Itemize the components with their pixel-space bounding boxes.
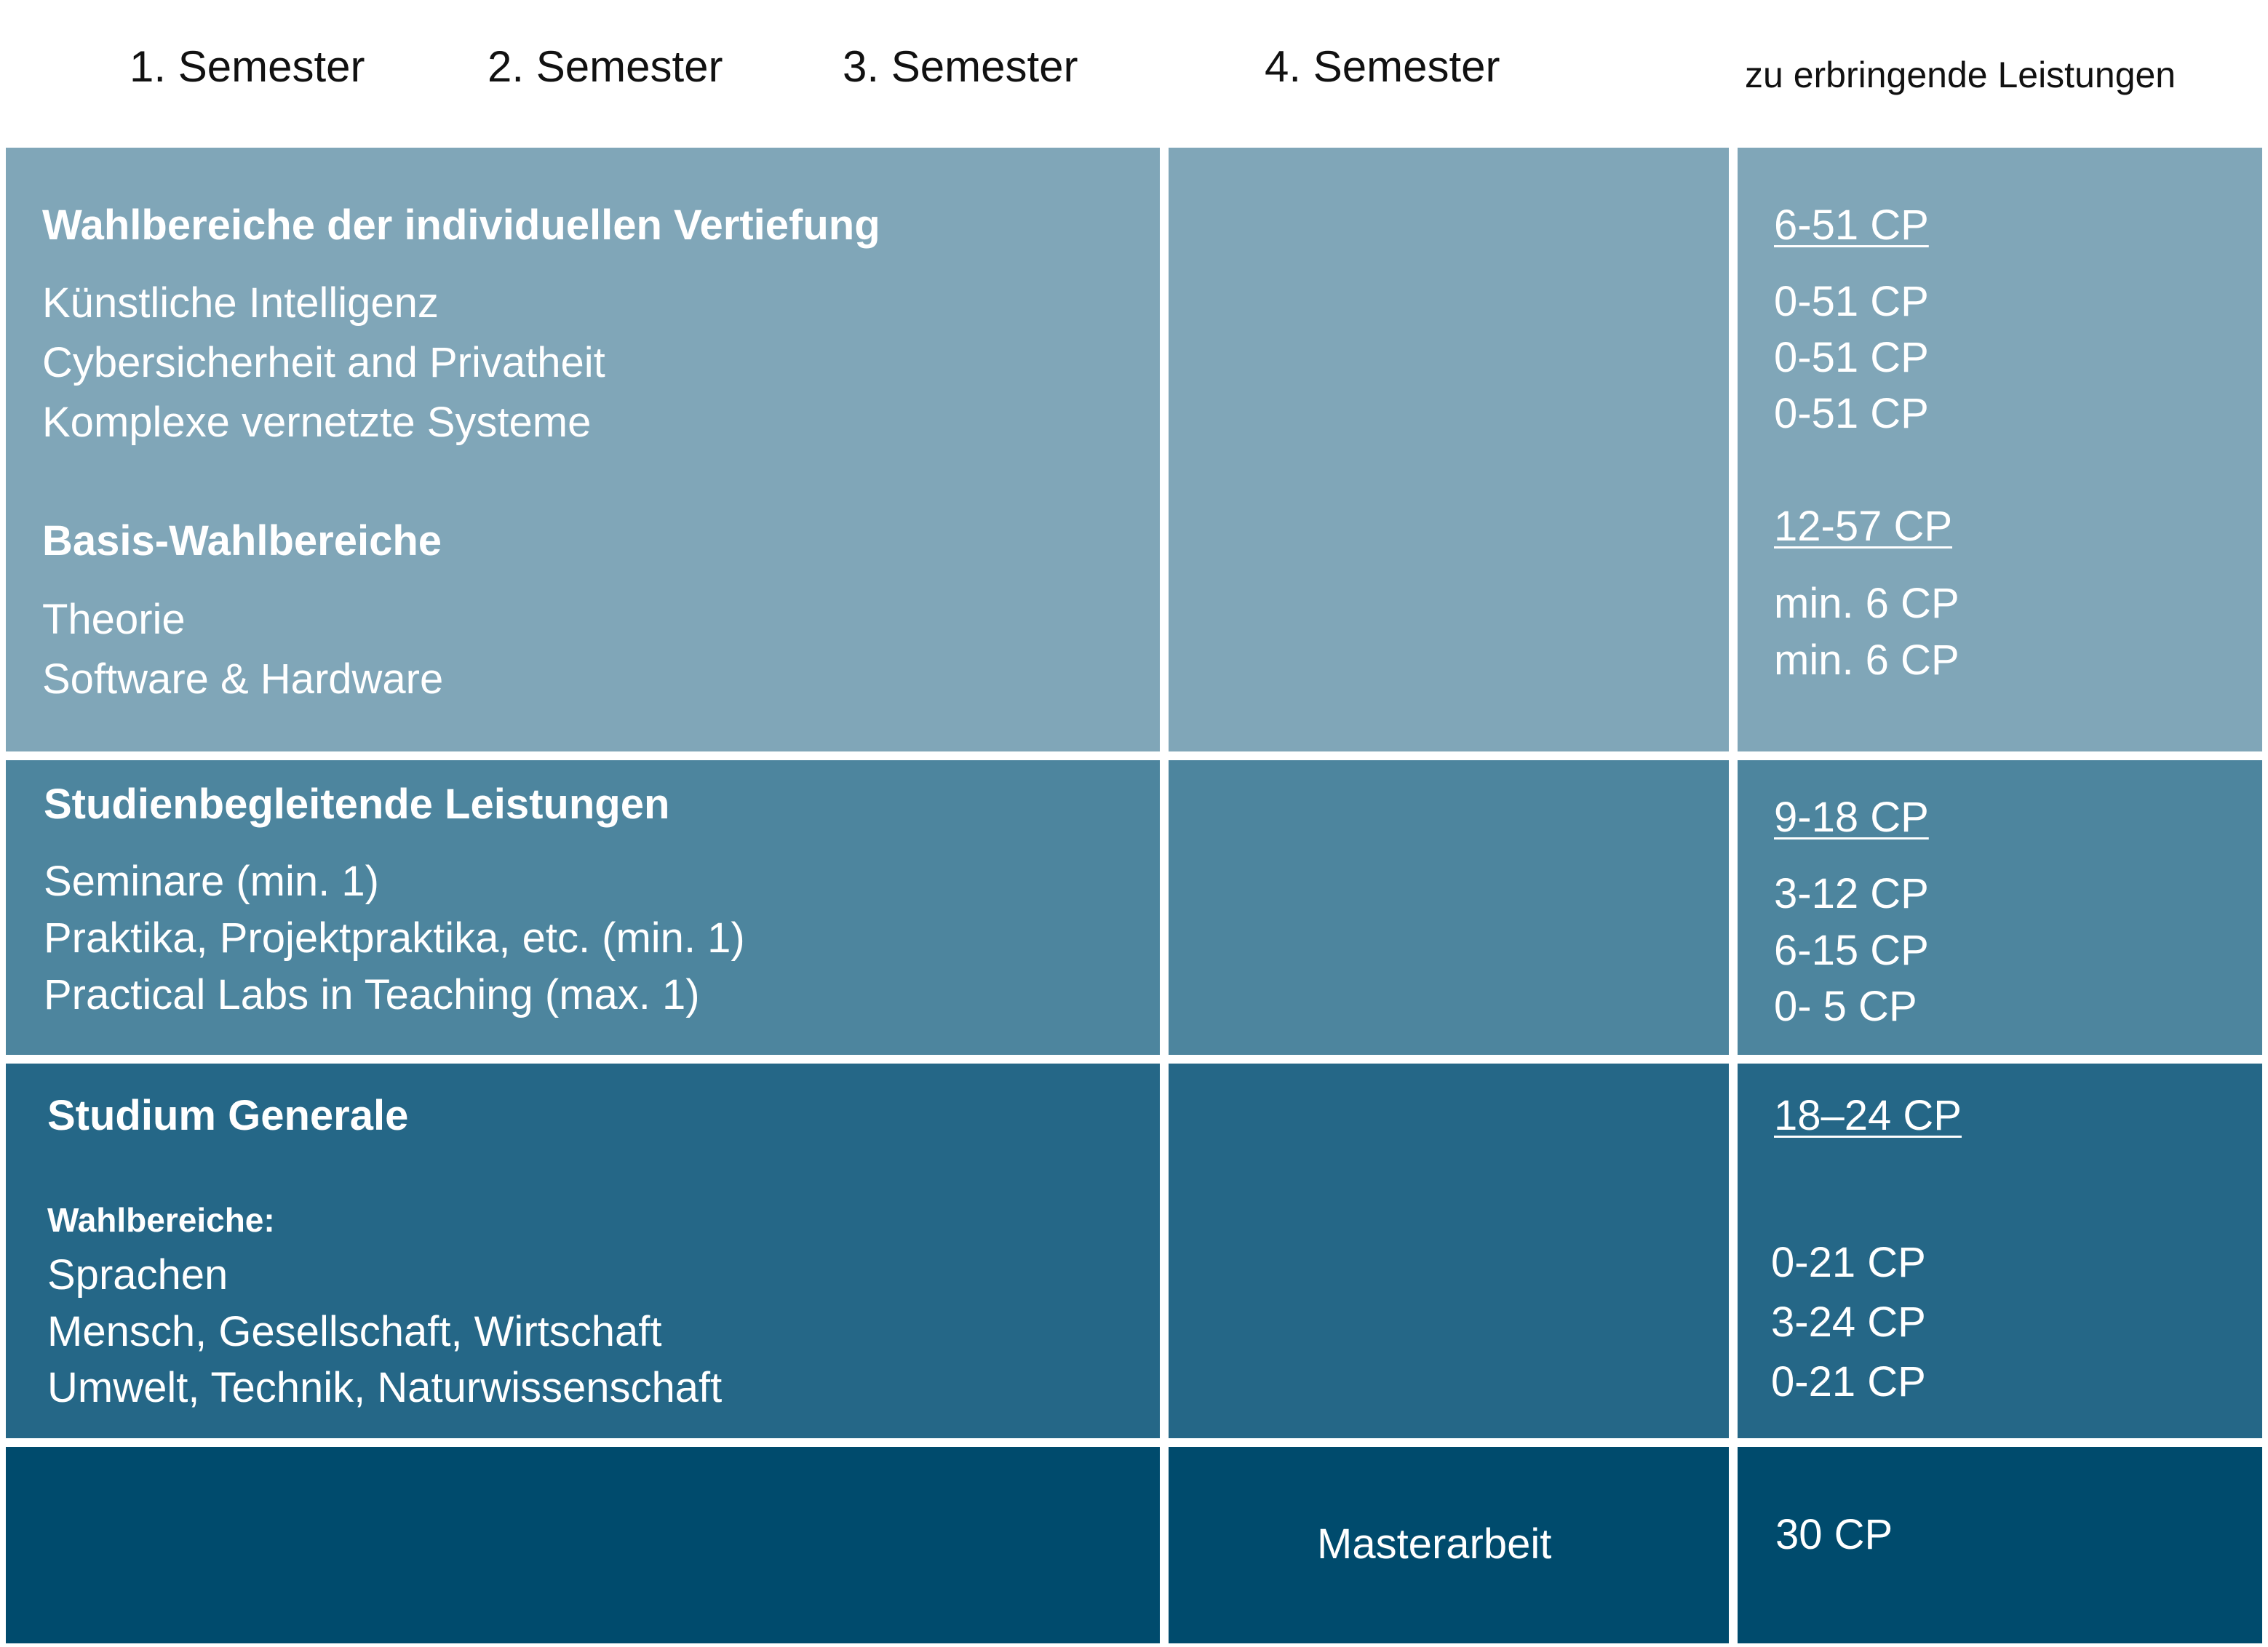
header-semester-2: 2. Semester bbox=[488, 42, 723, 91]
header-semester-1: 1. Semester bbox=[130, 42, 365, 91]
masterarbeit-label: Masterarbeit bbox=[1317, 1520, 1552, 1568]
masterarbeit-empty-cell bbox=[6, 1447, 1160, 1643]
masterarbeit-cp: 30 CP bbox=[1775, 1511, 1893, 1558]
masterarbeit-cell bbox=[1169, 1447, 1729, 1643]
generale-title: Studium Generale bbox=[47, 1092, 409, 1139]
studienbegleitend-item-labs: Practical Labs in Teaching (max. 1) bbox=[44, 971, 700, 1018]
row-studium-generale bbox=[6, 1064, 2262, 1438]
studienbegleitend-cp-cell bbox=[1738, 760, 2262, 1055]
basis-item-theorie: Theorie bbox=[42, 596, 186, 643]
generale-item-umwelt: Umwelt, Technik, Naturwissenschaft bbox=[47, 1364, 723, 1411]
vertiefung-item-systeme: Komplexe vernetzte Systeme bbox=[42, 399, 592, 446]
studienbegleitend-praktika-cp: 6-15 CP bbox=[1774, 927, 1929, 974]
basis-total-cp: 12-57 CP bbox=[1774, 503, 1953, 550]
header-requirements: zu erbringende Leistungen bbox=[1745, 55, 2176, 95]
generale-subtitle: Wahlbereiche: bbox=[47, 1201, 275, 1239]
header-semester-4: 4. Semester bbox=[1265, 42, 1500, 91]
generale-total-cp: 18–24 CP bbox=[1774, 1092, 1962, 1139]
generale-cp-cell bbox=[1738, 1064, 2262, 1438]
generale-modules-cell bbox=[6, 1064, 1160, 1438]
studienbegleitend-modules-cell bbox=[6, 760, 1160, 1055]
vertiefung-total-cp: 6-51 CP bbox=[1774, 202, 1929, 249]
basis-item-software-hardware: Software & Hardware bbox=[42, 655, 444, 703]
studienbegleitend-total-cp: 9-18 CP bbox=[1774, 794, 1929, 841]
header-semester-3: 3. Semester bbox=[843, 42, 1078, 91]
basis-software-hardware-cp: min. 6 CP bbox=[1774, 637, 1959, 684]
generale-item-sprachen: Sprachen bbox=[47, 1251, 228, 1299]
studienbegleitend-item-seminare: Seminare (min. 1) bbox=[44, 858, 379, 905]
vertiefung-ki-cp: 0-51 CP bbox=[1774, 278, 1929, 325]
generale-umwelt-cp: 0-21 CP bbox=[1771, 1358, 1926, 1405]
basis-theorie-cp: min. 6 CP bbox=[1774, 580, 1959, 627]
row-wahlbereiche bbox=[6, 148, 2262, 751]
generale-mensch-cp: 3-24 CP bbox=[1771, 1299, 1926, 1346]
vertiefung-systeme-cp: 0-51 CP bbox=[1774, 390, 1929, 437]
wahlbereiche-cp-cell bbox=[1738, 148, 2262, 751]
studienbegleitend-title: Studienbegleitende Leistungen bbox=[44, 781, 670, 828]
generale-sprachen-cp: 0-21 CP bbox=[1771, 1239, 1926, 1286]
vertiefung-cyber-cp: 0-51 CP bbox=[1774, 334, 1929, 381]
vertiefung-title: Wahlbereiche der individuellen Vertiefung bbox=[42, 202, 880, 249]
studienbegleitend-semester4-cell bbox=[1169, 760, 1729, 1055]
wahlbereiche-semester4-cell bbox=[1169, 148, 1729, 751]
row-studienbegleitend bbox=[6, 760, 2262, 1055]
studienbegleitend-labs-cp: 0- 5 CP bbox=[1774, 983, 1917, 1030]
row-masterarbeit bbox=[6, 1447, 2262, 1643]
wahlbereiche-modules-cell bbox=[6, 148, 1160, 751]
masterarbeit-cp-cell bbox=[1738, 1447, 2262, 1643]
studienbegleitend-seminare-cp: 3-12 CP bbox=[1774, 870, 1929, 917]
generale-semester4-cell bbox=[1169, 1064, 1729, 1438]
vertiefung-item-cyber: Cybersicherheit and Privatheit bbox=[42, 339, 605, 386]
generale-item-mensch: Mensch, Gesellschaft, Wirtschaft bbox=[47, 1308, 662, 1355]
studienbegleitend-item-praktika: Praktika, Projektpraktika, etc. (min. 1) bbox=[44, 914, 745, 962]
basis-title: Basis-Wahlbereiche bbox=[42, 517, 442, 565]
vertiefung-item-ki: Künstliche Intelligenz bbox=[42, 279, 439, 327]
